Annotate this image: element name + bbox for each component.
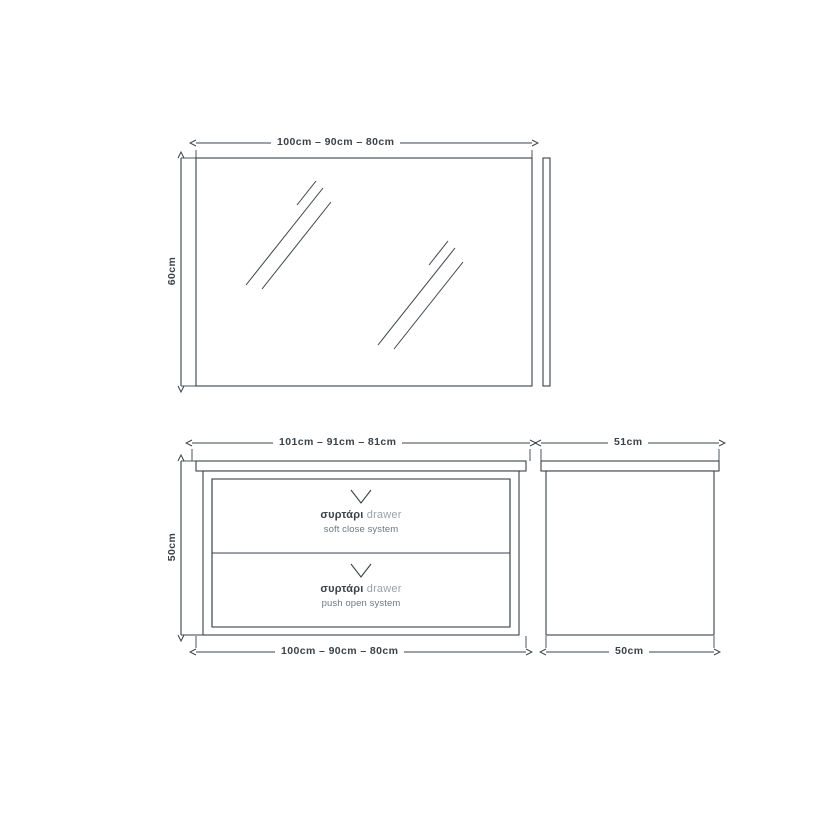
drawer-label-bottom-title — [261, 582, 461, 597]
mirror-height-dimension — [181, 158, 196, 386]
mirror-side-profile-outline — [543, 158, 550, 386]
drawer-label-top-system: soft close system — [323, 523, 399, 535]
drawer-label-top-title — [261, 508, 461, 523]
cabinet-height-dimension — [181, 461, 203, 635]
drawer-label-bottom-english: drawer — [366, 583, 402, 595]
cabinet-bottom-width-label: 100cm – 90cm – 80cm — [275, 645, 404, 657]
cabinet-height-label: 50cm — [166, 527, 178, 567]
drawer-label-bottom-greek: συρτάρι — [320, 583, 364, 595]
mirror-width-label: 100cm – 90cm – 80cm — [271, 136, 400, 148]
drawer-label-top — [261, 508, 461, 537]
drawer-label-bottom-system: push open system — [321, 597, 401, 609]
drawer-label-top-english: drawer — [366, 509, 402, 521]
drawer-label-bottom — [261, 582, 461, 611]
cabinet-side-top-depth-label: 51cm — [608, 436, 648, 448]
cabinet-side-bottom-depth-label: 50cm — [609, 645, 649, 657]
drawer-label-top-greek: συρτάρι — [320, 509, 364, 521]
cabinet-top-width-label: 101cm – 91cm – 81cm — [273, 436, 402, 448]
cabinet-side-outline — [541, 461, 719, 635]
mirror-height-label: 60cm — [166, 251, 178, 291]
mirror-front-outline — [196, 158, 532, 386]
